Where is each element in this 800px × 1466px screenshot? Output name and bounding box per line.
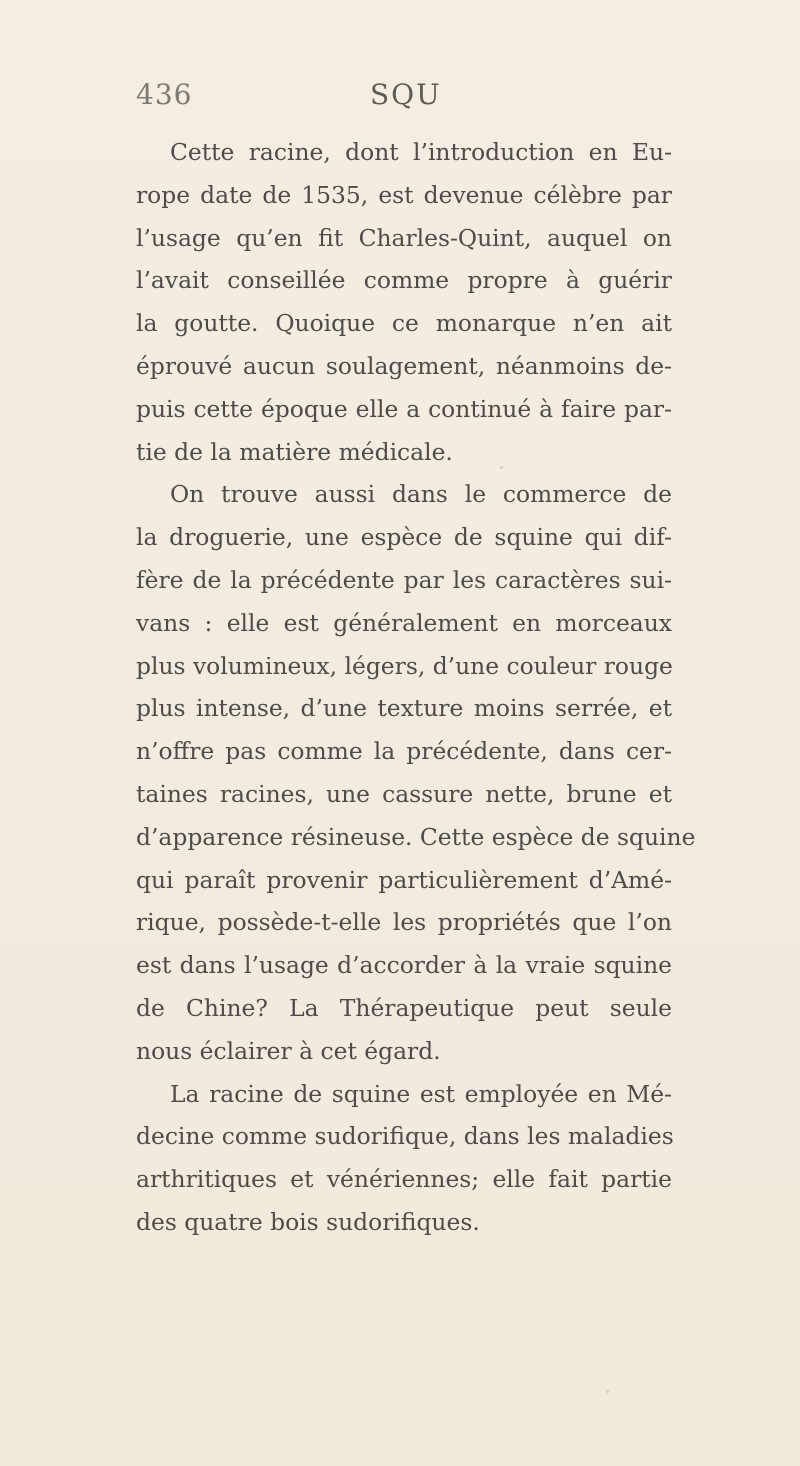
text-line: arthritiques et vénériennes; elle fait partie — [136, 1165, 672, 1194]
text-line: La racine de squine est employée en Mé- — [170, 1079, 672, 1108]
text-line: vans : elle est généralement en morceaux — [136, 608, 672, 637]
page-number: 436 — [136, 78, 193, 111]
text-line: la goutte. Quoique ce monarque n’en ait — [136, 309, 672, 338]
text-line: éprouvé aucun soulagement, néanmoins de- — [136, 351, 672, 380]
text-line: de Chine? La Thérapeutique peut seule — [136, 993, 672, 1022]
text-line: rope date de 1535, est devenue célèbre par — [136, 180, 672, 209]
text-line: des quatre bois sudorifiques. — [136, 1207, 480, 1236]
text-line: puis cette époque elle a continué à faire par- — [136, 394, 672, 423]
text-line: plus volumineux, légers, d’une couleur rouge — [136, 651, 673, 680]
text-line: d’apparence résineuse. Cette espèce de squine — [136, 822, 696, 851]
text-line: taines racines, une cassure nette, brune et — [136, 779, 672, 808]
text-line: la droguerie, une espèce de squine qui dif- — [136, 523, 672, 552]
paper-speck — [500, 466, 503, 469]
running-head: SQU — [370, 78, 442, 111]
text-line: n’offre pas comme la précédente, dans cer- — [136, 737, 672, 766]
page-header — [0, 78, 800, 128]
text-line: nous éclairer à cet égard. — [136, 1036, 441, 1065]
text-line: qui paraît provenir particulièrement d’Amé- — [136, 865, 672, 894]
text-line: est dans l’usage d’accorder à la vraie squine — [136, 951, 672, 980]
text-line: l’avait conseillée comme propre à guérir — [136, 266, 672, 295]
text-line: tie de la matière médicale. — [136, 437, 453, 466]
text-line: decine comme sudorifique, dans les maladies — [136, 1122, 674, 1151]
text-line: l’usage qu’en fit Charles-Quint, auquel on — [136, 223, 672, 252]
body-text — [136, 131, 696, 1244]
text-line: fère de la précédente par les caractères sui- — [136, 565, 672, 594]
paper-speck — [606, 1390, 609, 1393]
text-line: rique, possède-t-elle les propriétés que l’on — [136, 908, 672, 937]
text-line: Cette racine, dont l’introduction en Eu- — [170, 138, 672, 166]
text-line: plus intense, d’une texture moins serrée, et — [136, 694, 672, 723]
text-line: On trouve aussi dans le commerce de — [170, 480, 672, 509]
